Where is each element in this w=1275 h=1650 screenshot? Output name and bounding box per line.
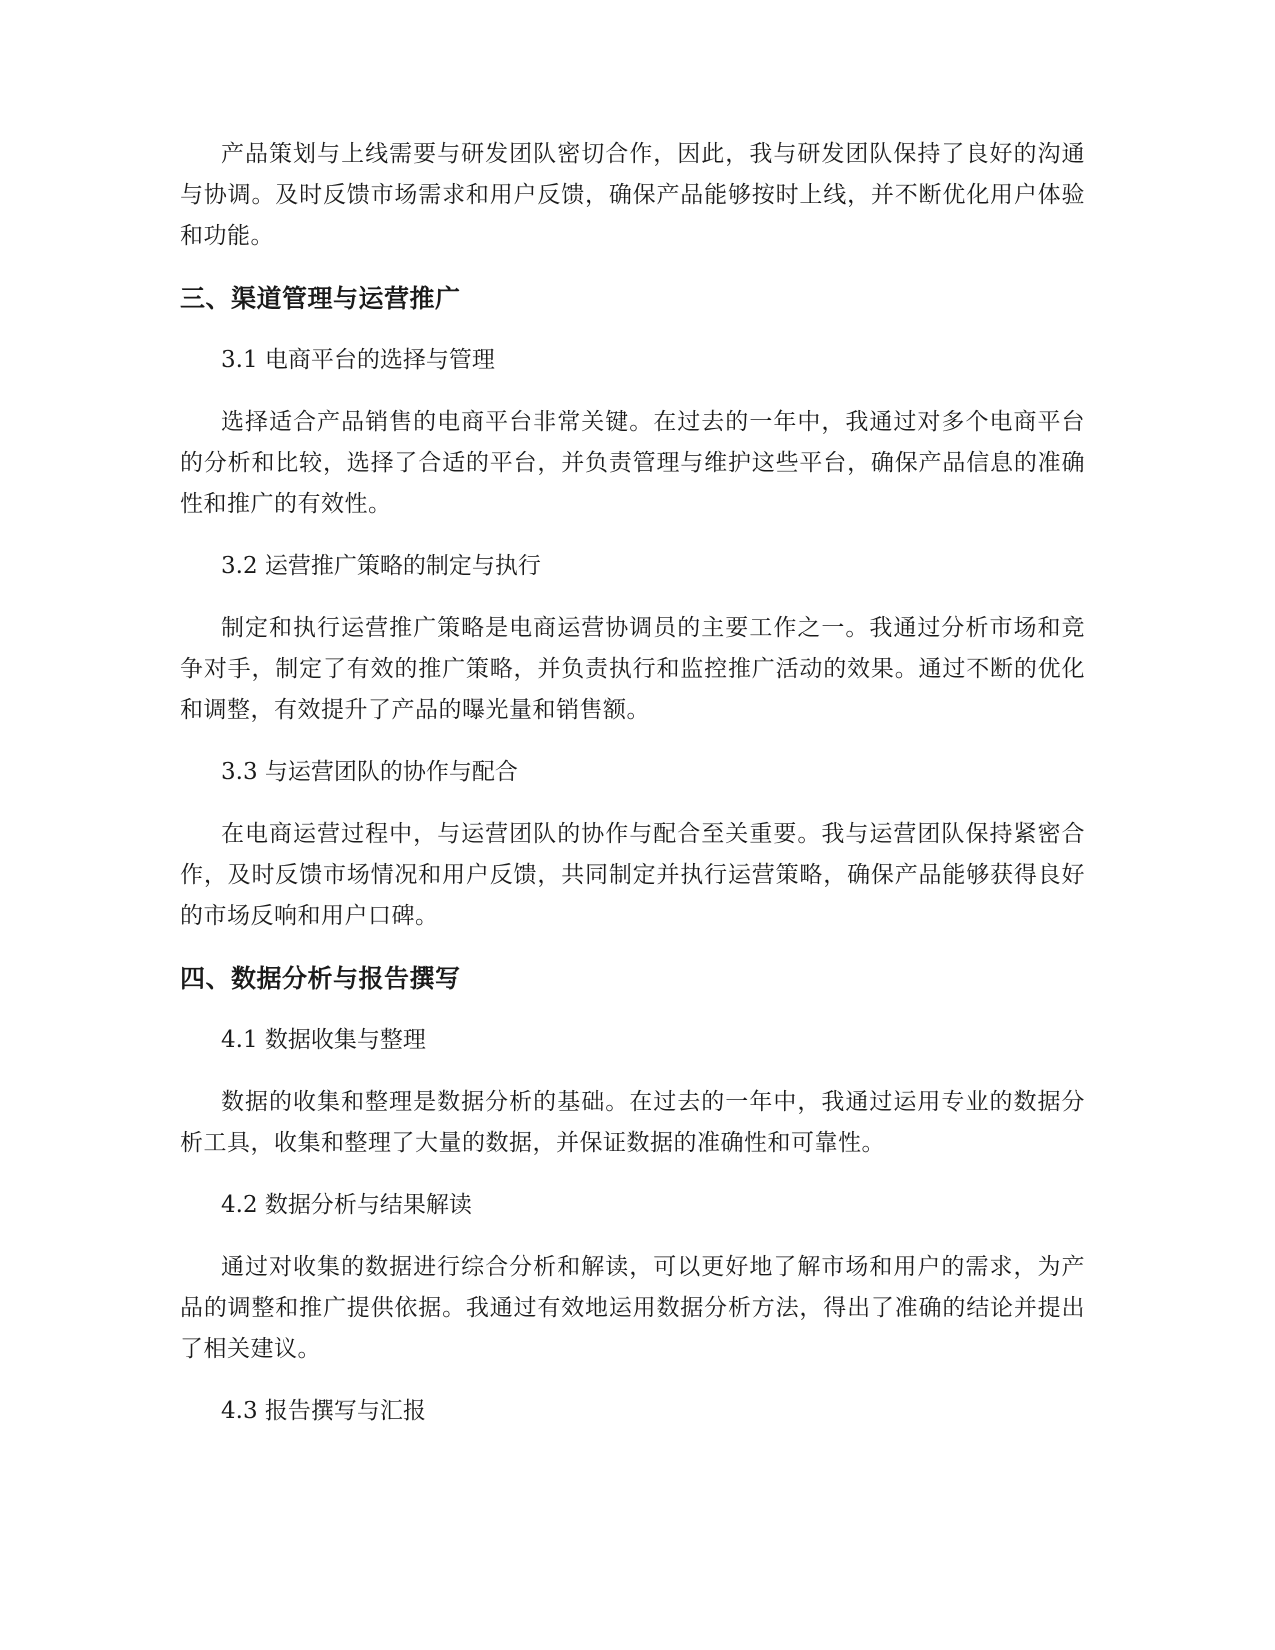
subheading-3-2: 3.2 运营推广策略的制定与执行	[221, 553, 541, 579]
subheading-4-2: 4.2 数据分析与结果解读	[221, 1192, 472, 1218]
paragraph-data-interpretation: 通过对收集的数据进行综合分析和解读，可以更好地了解市场和用户的需求，为产品的调整和推广提供依据。我通过有效地运用数据分析方法，得出了准确的结论并提出了相关建议。	[180, 1254, 1085, 1362]
paragraph-product-rd-collaboration: 产品策划与上线需要与研发团队密切合作，因此，我与研发团队保持了良好的沟通与协调。及时反馈市场需求和用户反馈，确保产品能够按时上线，并不断优化用户体验和功能。	[180, 141, 1085, 249]
subheading-3-1: 3.1 电商平台的选择与管理	[221, 347, 495, 373]
paragraph-promotion-strategy: 制定和执行运营推广策略是电商运营协调员的主要工作之一。我通过分析市场和竞争对手，制定了有效的推广策略，并负责执行和监控推广活动的效果。通过不断的优化和调整，有效提升了产品的曝光量和销售额。	[180, 615, 1085, 723]
subheading-4-3: 4.3 报告撰写与汇报	[221, 1398, 426, 1424]
section-heading-channel-management: 三、渠道管理与运营推广	[180, 284, 461, 313]
subheading-3-3: 3.3 与运营团队的协作与配合	[221, 759, 518, 785]
paragraph-data-collection: 数据的收集和整理是数据分析的基础。在过去的一年中，我通过运用专业的数据分析工具，收集和整理了大量的数据，并保证数据的准确性和可靠性。	[180, 1089, 1085, 1156]
paragraph-platform-selection: 选择适合产品销售的电商平台非常关键。在过去的一年中，我通过对多个电商平台的分析和比较，选择了合适的平台，并负责管理与维护这些平台，确保产品信息的准确性和推广的有效性。	[180, 409, 1085, 517]
section-heading-data-analysis: 四、数据分析与报告撰写	[180, 964, 461, 993]
document-page	[180, 134, 1085, 1453]
paragraph-operations-team: 在电商运营过程中，与运营团队的协作与配合至关重要。我与运营团队保持紧密合作，及时反馈市场情况和用户反馈，共同制定并执行运营策略，确保产品能够获得良好的市场反响和用户口碑。	[180, 821, 1085, 929]
subheading-4-1: 4.1 数据收集与整理	[221, 1027, 426, 1053]
